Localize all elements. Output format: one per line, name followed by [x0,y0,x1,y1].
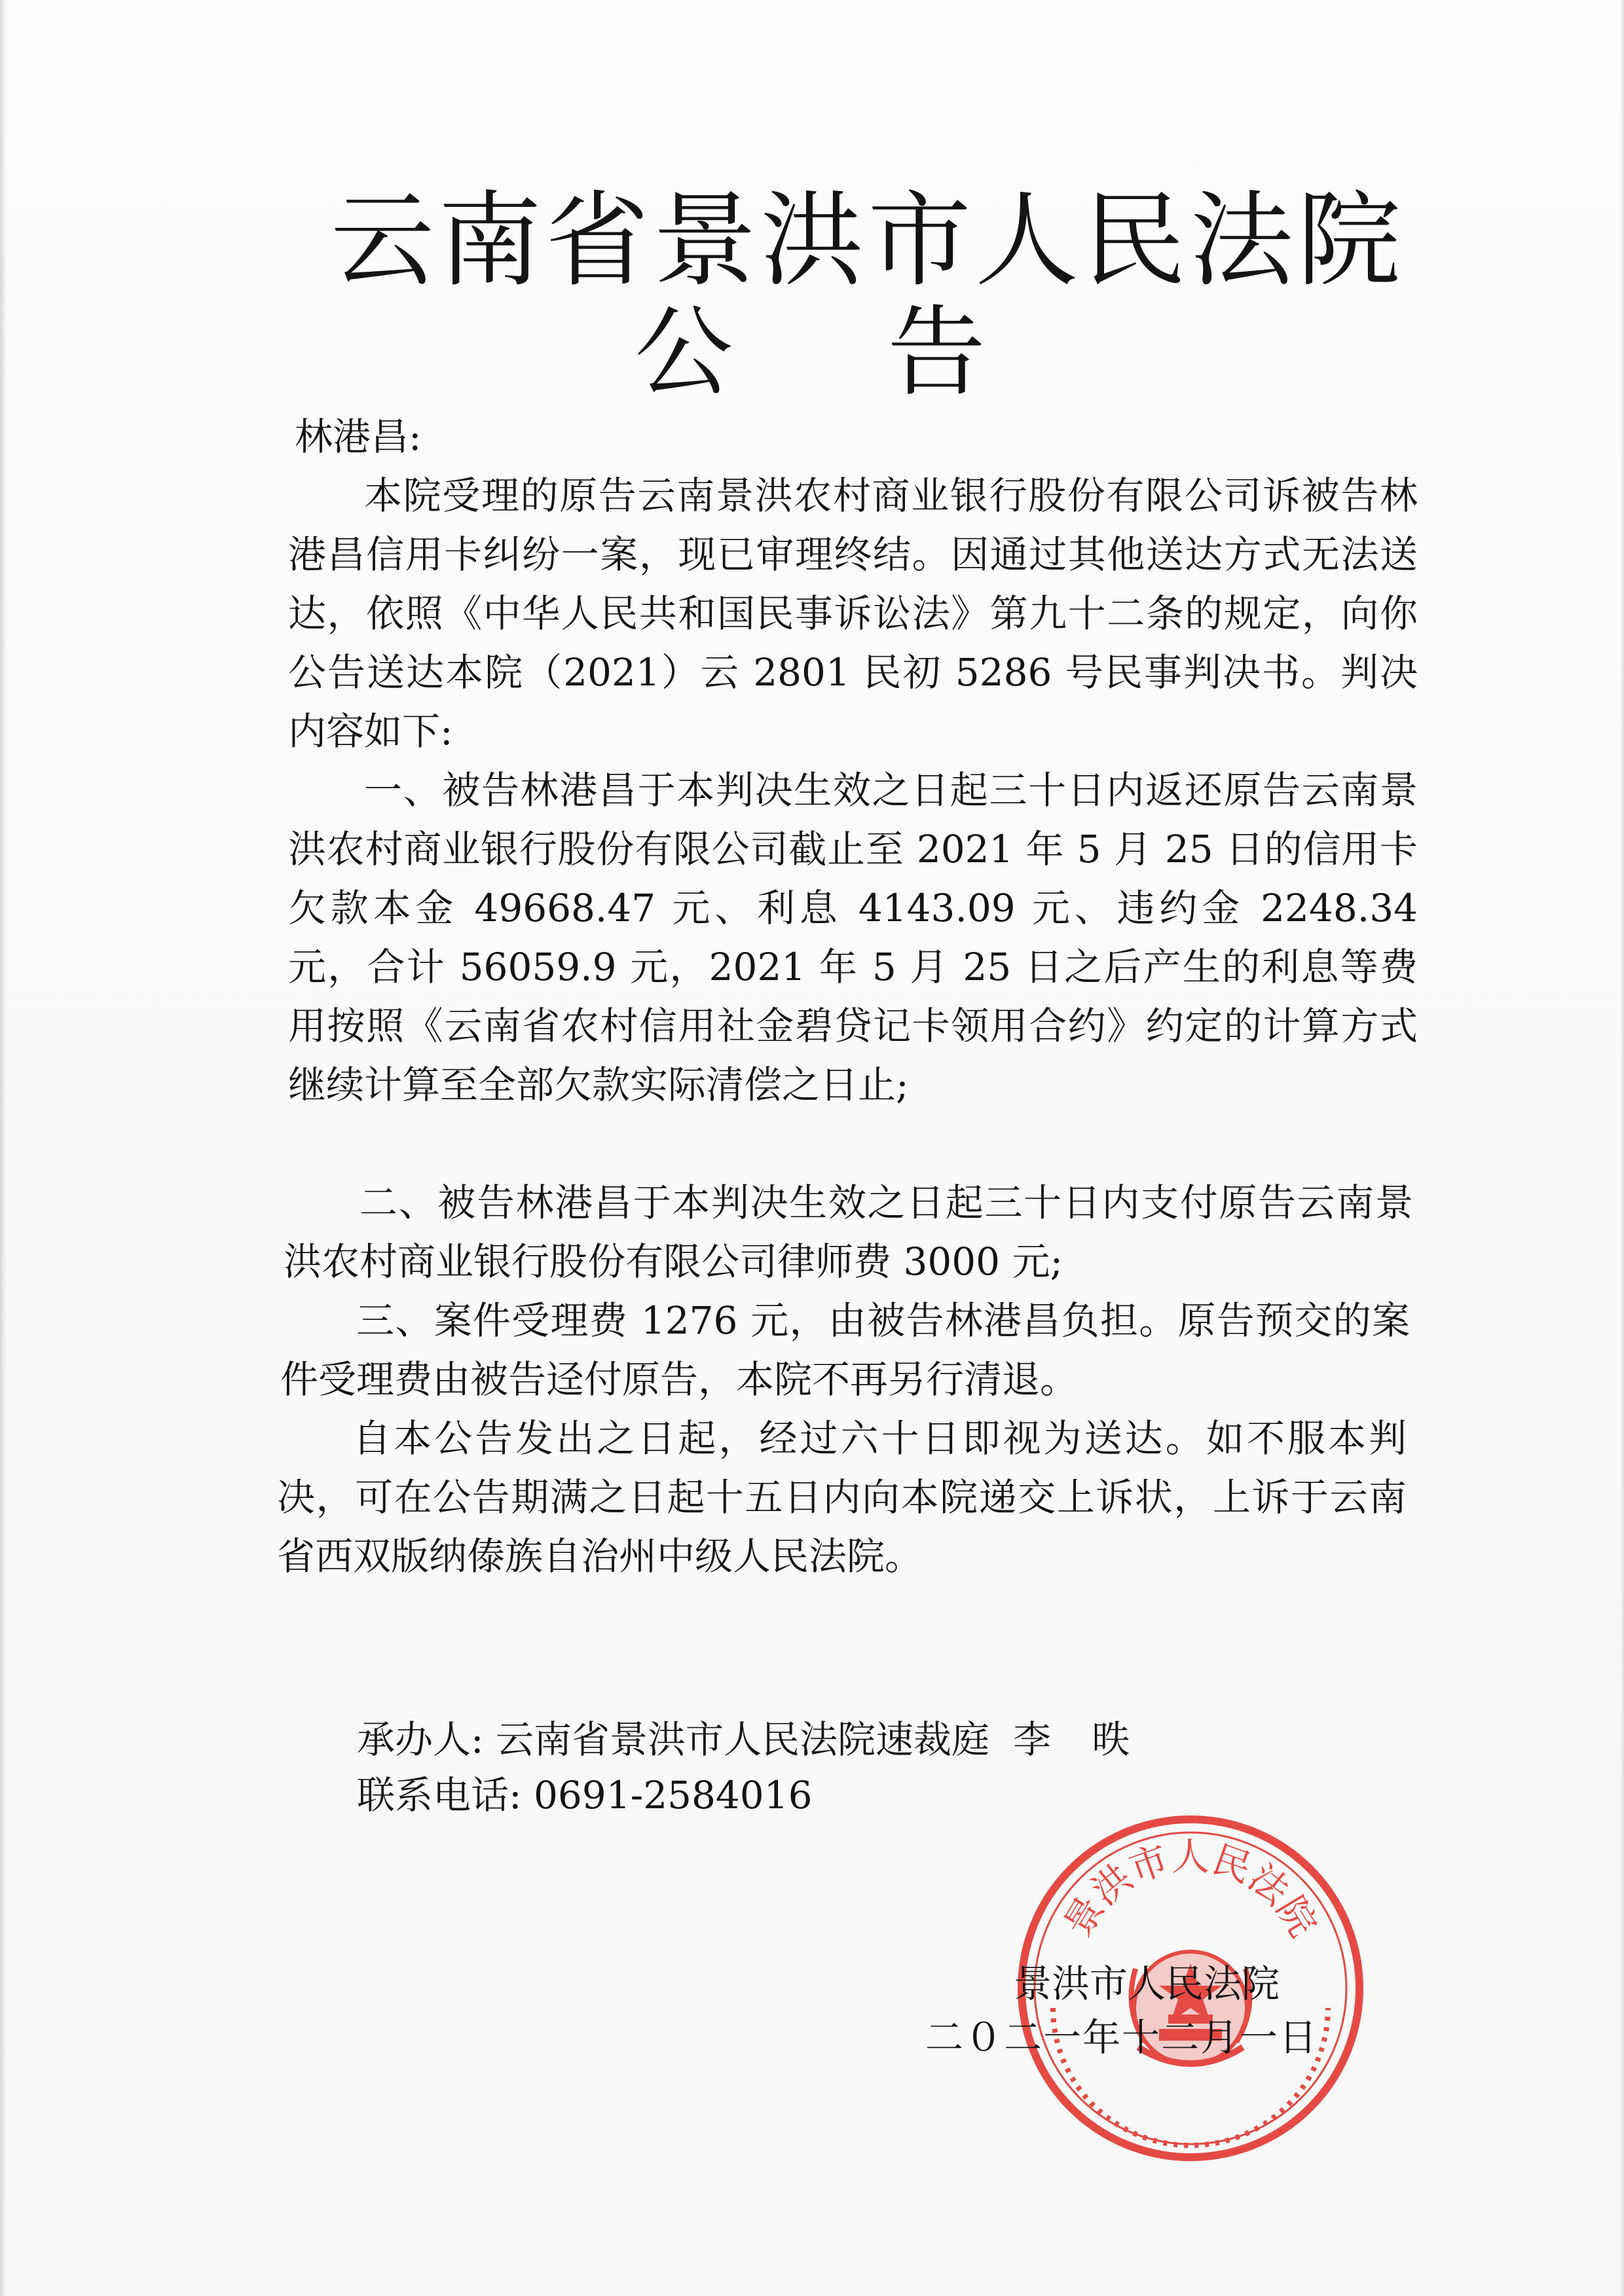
handler-line [357,1710,1144,1769]
phone-value: 0691-2584016 [533,1773,813,1817]
court-title: 云南省景洪市人民法院 [331,181,1405,301]
addressee: 林港昌: [295,414,422,459]
paragraph-judgment-item-3: 三、案件受理费 1276 元，由被告林港昌负担。原告预交的案件受理费由被告迳付原告，本院不再另行清退。 [280,1298,1410,1402]
paragraph-case-intro: 本院受理的原告云南景洪农村商业银行股份有限公司诉被告林港昌信用卡纠纷一案，现已审理终结。因通过其他送达方式无法送达，依照《中华人民共和国民事诉讼法》第九十二条的规定，向你公告送达本院（2021）云 2801 民初 5286 号民事判决书。判决内容如下: [288,473,1418,754]
paragraph-judgment-item-2: 二、被告林港昌于本判决生效之日起三十日内支付原告云南景洪农村商业银行股份有限公司律师费 3000 元; [284,1180,1413,1284]
paragraph-appeal-notice: 自本公告发出之日起，经过六十日即视为送达。如不服本判决，可在公告期满之日起十五日内向本院递交上诉状，上诉于云南省西双版纳傣族自治州中级人民法院。 [277,1416,1407,1578]
notice-title-char-2: 告 [887,296,990,410]
notice-title-char-1: 公 [634,296,737,410]
signature-court: 景洪市人民法院 [1014,1961,1280,2006]
paragraph-judgment-item-1: 一、被告林港昌于本判决生效之日起三十日内返还原告云南景洪农村商业银行股份有限公司截止至 2021 年 5 月 25 日的信用卡欠款本金 49668.47 元、利息 4143.09 元、违约金 2248.34 元，合计 56059.9 元，2021 年 5 月 25 日之后产生的利息等费用按照《云南省农村信用社金碧贷记卡领用合约》约定的计算方式继续计算至全部欠款实际清偿之日止; [288,768,1418,1107]
notice-title [0,297,1624,409]
seal-arc-textpath: 景洪市人民法院 [1055,1834,1326,1944]
phone-line [357,1766,813,1825]
handler-label: 承办人: [357,1717,484,1762]
handler-name: 李 昳 [1013,1717,1145,1762]
handler-value: 云南省景洪市人民法院速裁庭 [495,1717,989,1762]
signature-date: 二０二一年十二月一日 [925,2015,1319,2060]
phone-label: 联系电话: [357,1773,522,1817]
